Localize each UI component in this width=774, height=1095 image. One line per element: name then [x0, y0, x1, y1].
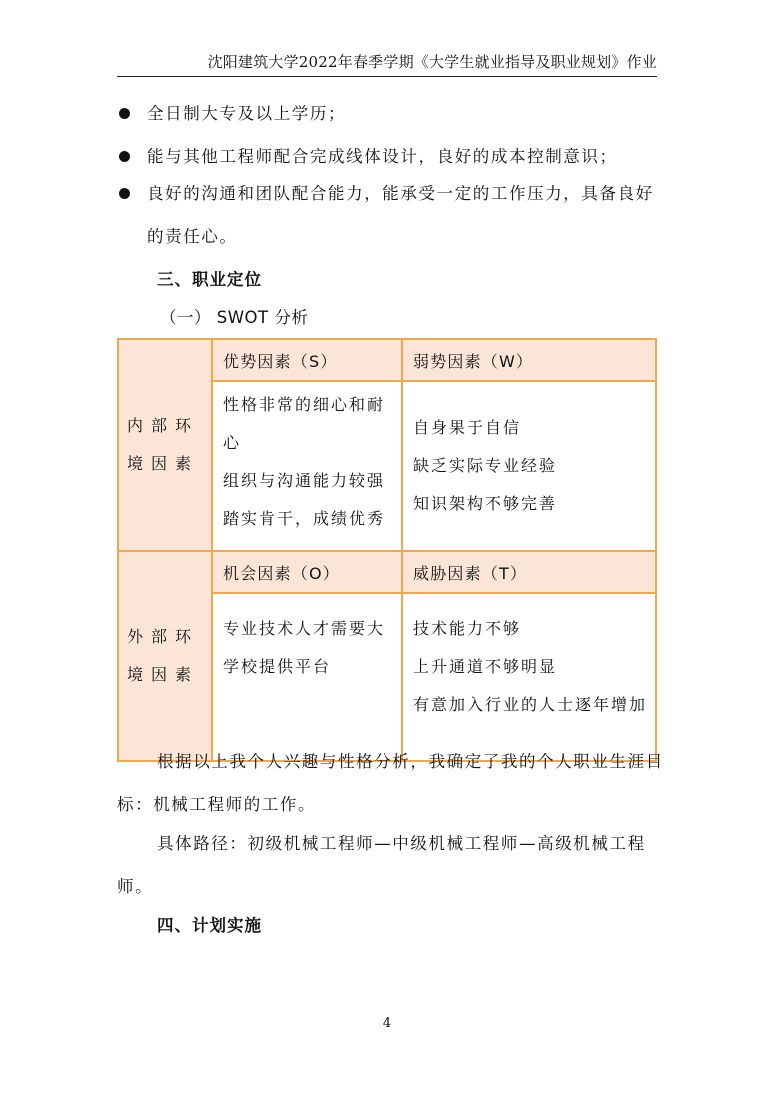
opportunity-item: 专业技术人才需要大	[223, 619, 386, 638]
section-heading-3: 三、职业定位	[157, 270, 262, 289]
section-heading-4: 四、计划实施	[157, 916, 262, 935]
strength-item: 踏实肯干，成绩优秀	[223, 509, 386, 528]
list-item-text: 良好的沟通和团队配合能力，能承受一定的工作压力，具备良好	[147, 184, 654, 203]
page-header-title: 沈阳建筑大学2022年春季学期《大学生就业指导及职业规划》作业	[207, 53, 657, 71]
opportunities-cell	[212, 593, 402, 761]
page-number: 4	[382, 1016, 392, 1031]
internal-label-line2: 境因素	[127, 454, 200, 473]
strength-item: 心	[223, 433, 242, 452]
opportunities-header: 机会因素（O）	[212, 551, 402, 593]
threat-item: 有意加入行业的人士逐年增加	[413, 695, 648, 714]
weakness-item: 自身果于自信	[413, 418, 522, 437]
threats-header: 威胁因素（T）	[402, 551, 656, 593]
page-header	[117, 50, 657, 77]
internal-factors-label	[118, 339, 212, 551]
list-item-continuation: 的责任心。	[147, 227, 238, 246]
list-item-text: 能与其他工程师配合完成线体设计，良好的成本控制意识；	[147, 147, 618, 166]
strength-item: 性格非常的细心和耐	[223, 395, 386, 414]
weaknesses-header: 弱势因素（W）	[402, 339, 656, 381]
paragraph-line: 标：机械工程师的工作。	[117, 795, 317, 814]
bullet-dot-icon	[119, 151, 130, 162]
opportunity-item: 学校提供平台	[223, 657, 332, 676]
list-item-text: 全日制大专及以上学历；	[147, 104, 347, 123]
paragraph-line: 根据以上我个人兴趣与性格分析，我确定了我的个人职业生涯目	[157, 752, 664, 771]
paragraph-line: 师。	[117, 877, 154, 896]
strengths-header: 优势因素（S）	[212, 339, 402, 381]
weakness-item: 知识架构不够完善	[413, 494, 558, 513]
external-label-line2: 境因素	[127, 665, 200, 684]
weakness-item: 缺乏实际专业经验	[413, 456, 558, 475]
paragraph-line: 具体路径：初级机械工程师—中级机械工程师—高级机械工程	[157, 834, 646, 853]
bullet-dot-icon	[119, 108, 130, 119]
weaknesses-cell	[402, 381, 656, 551]
subsection-heading: （一） SWOT 分析	[160, 308, 309, 327]
strengths-cell	[212, 381, 402, 551]
threat-item: 上升通道不够明显	[413, 657, 558, 676]
bullet-dot-icon	[119, 188, 130, 199]
threats-cell	[402, 593, 656, 761]
threat-item: 技术能力不够	[413, 619, 522, 638]
external-factors-label	[118, 551, 212, 761]
external-label-line1: 外部环	[127, 627, 200, 646]
internal-label-line1: 内部环	[127, 416, 200, 435]
swot-table	[117, 338, 657, 762]
strength-item: 组织与沟通能力较强	[223, 471, 386, 490]
